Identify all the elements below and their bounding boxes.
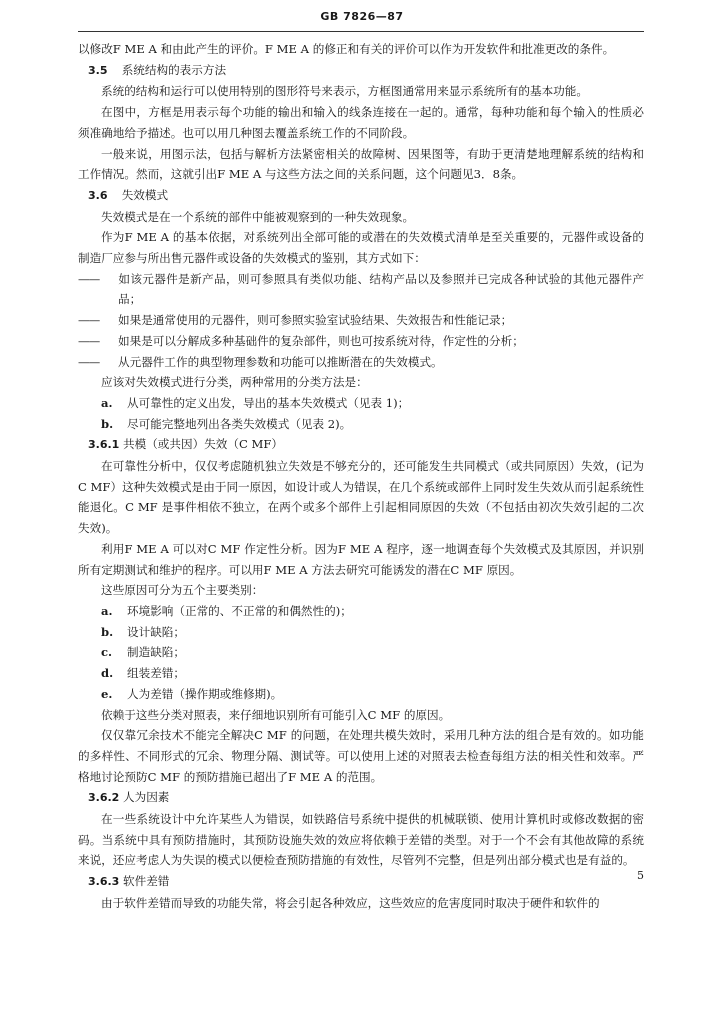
section-heading (78, 60, 644, 82)
section-title: 系统结构的表示方法 (121, 62, 227, 77)
body-paragraph: 应该对失效模式进行分类，两种常用的分类方法是： (101, 375, 368, 390)
section-number: 3.5 (88, 63, 108, 77)
body-paragraph: 系统的结构和运行可以使用特别的图形符号来表示，方框图通常用来显示系统所有的基本功能。 (101, 84, 588, 99)
list-item-text: 从可靠性的定义出发，导出的基本失效模式（见表 1)； (127, 395, 410, 410)
page-number: 5 (637, 869, 644, 882)
section-title: 共模（或共因）失效（C MF） (123, 437, 284, 452)
list-item-text: 组装差错； (127, 666, 185, 681)
list-item-text: 尽可能完整地列出各类失效模式（见表 2)。 (127, 416, 352, 431)
section-heading (78, 185, 644, 207)
dash-item-text: 如果是可以分解成多种基础件的复杂部件，则也可按系统对待，作定性的分析； (118, 333, 524, 348)
section-title: 人为因素 (123, 790, 170, 805)
section-heading (78, 434, 644, 456)
body-paragraph: 失效模式是在一个系统的部件中能被观察到的一种失效现象。 (101, 209, 415, 224)
document-body (78, 39, 644, 914)
lettered-list-item (78, 663, 644, 684)
list-label: b. (101, 416, 114, 431)
lettered-list-item (78, 393, 644, 414)
body-paragraph: 在图中，方框是用表示每个功能的输出和输入的线条连接在一起的。通常，每种功能和每个输入的性质必须准确地给予描述。也可以用几种图去覆盖系统工作的不同阶段。 (78, 105, 644, 140)
section-number: 3.6.3 (88, 875, 120, 889)
lettered-list-item (78, 601, 644, 622)
list-label: a. (101, 603, 113, 618)
section-heading (78, 871, 644, 893)
body-paragraph: 这些原因可分为五个主要类别： (101, 583, 264, 598)
list-label: a. (101, 395, 113, 410)
section-number: 3.6.1 (88, 438, 120, 452)
dash-marker: —— (78, 271, 100, 286)
lettered-list-item (78, 622, 644, 643)
dash-marker: —— (78, 354, 100, 369)
header-rule (78, 31, 644, 32)
list-item-text: 设计缺陷； (127, 624, 185, 639)
lettered-list-item (78, 642, 644, 663)
body-paragraph: 在可靠性分析中，仅仅考虑随机独立失效是不够充分的，还可能发生共同模式（或共同原因）失效，(记为C MF）这种失效模式是由于同一原因，如设计或人为错误，在几个系统或部件上同时发生失效从而引起系统性能退化。C MF 是事件相依不独立，在两个或多个部件上引起相同原因的失效（不包括由初次失效引起的二次失效)。 (78, 459, 644, 536)
dash-list-item (78, 331, 644, 352)
dash-item-text: 如该元器件是新产品，则可参照具有类似功能、结构产品以及参照并已完成各种试验的其他元器件产品； (118, 271, 644, 307)
lettered-list-item (78, 684, 644, 705)
dash-marker: —— (78, 313, 100, 328)
section-heading (78, 787, 644, 809)
dash-list-item (78, 269, 644, 310)
list-label: b. (101, 624, 114, 639)
list-item-text: 人为差错（操作期或维修期)。 (127, 686, 283, 701)
page-header: GB 7826—87 (320, 10, 404, 23)
list-label: e. (101, 686, 113, 701)
body-paragraph: 依赖于这些分类对照表，来仔细地识别所有可能引入C MF 的原因。 (101, 707, 451, 722)
body-paragraph: 利用F ME A 可以对C MF 作定性分析。因为F ME A 程序，逐一地调查每个失效模式及其原因，并识别所有定期测试和维护的程序。可以用F ME A 方法去研究可能诱发的潜在C MF 原因。 (78, 541, 644, 577)
list-item-text: 环境影响（正常的、不正常的和偶然性的)； (127, 603, 352, 618)
list-item-text: 制造缺陷； (127, 645, 185, 660)
section-title: 软件差错 (123, 874, 170, 889)
list-label: c. (101, 645, 113, 660)
dash-item-text: 如果是通常使用的元器件，则可参照实验室试验结果、失效报告和性能记录； (118, 313, 513, 328)
dash-list-item (78, 352, 644, 373)
body-paragraph: 一般来说，用图示法，包括与解析方法紧密相关的故障树、因果图等，有助于更清楚地理解系统的结构和工作情况。然而，这就引出F ME A 与这些方法之间的关系问题，这个问题见3．8条。 (78, 146, 644, 182)
dash-marker: —— (78, 333, 100, 348)
list-label: d. (101, 666, 114, 681)
body-paragraph: 仅仅靠冗余技术不能完全解决C MF 的问题，在处理共模失效时，采用几种方法的组合是有效的。如功能的多样性、不同形式的冗余、物理分隔、测试等。可以使用上述的对照表去检查每组方法的相关性和效率。严格地讨论预防C MF 的预防措施已超出了F ME A 的范围。 (78, 728, 644, 784)
continued-paragraph: 以修改F ME A 和由此产生的评价。F ME A 的修正和有关的评价可以作为开发软件和批准更改的条件。 (78, 42, 615, 56)
dash-list-item (78, 310, 644, 331)
lettered-list-item (78, 414, 644, 435)
body-paragraph: 由于软件差错而导致的功能失常，将会引起各种效应，这些效应的危害度同时取决于硬件和软件的 (101, 895, 600, 910)
section-number: 3.6.2 (88, 791, 120, 805)
body-paragraph: 作为F ME A 的基本依据，对系统列出全部可能的或潜在的失效模式清单是至关重要的，元器件或设备的制造厂应参与所出售元器件或设备的失效模式的鉴别，其方式如下： (78, 230, 644, 266)
dash-item-text: 从元器件工作的典型物理参数和功能可以推断潜在的失效模式。 (118, 354, 443, 369)
section-title: 失效模式 (121, 187, 169, 202)
section-number: 3.6 (88, 188, 108, 202)
body-paragraph: 在一些系统设计中允许某些人为错误，如铁路信号系统中提供的机械联锁、使用计算机时或修改数据的密码。当系统中具有预防措施时，其预防设施失效的效应将依赖于差错的类型。对于一个不会有其他故障的系统来说，还应考虑人为失误的模式以便检查预防措施的有效性，尽管列不完整，但是列出部分模式也是有益的。 (78, 812, 644, 868)
